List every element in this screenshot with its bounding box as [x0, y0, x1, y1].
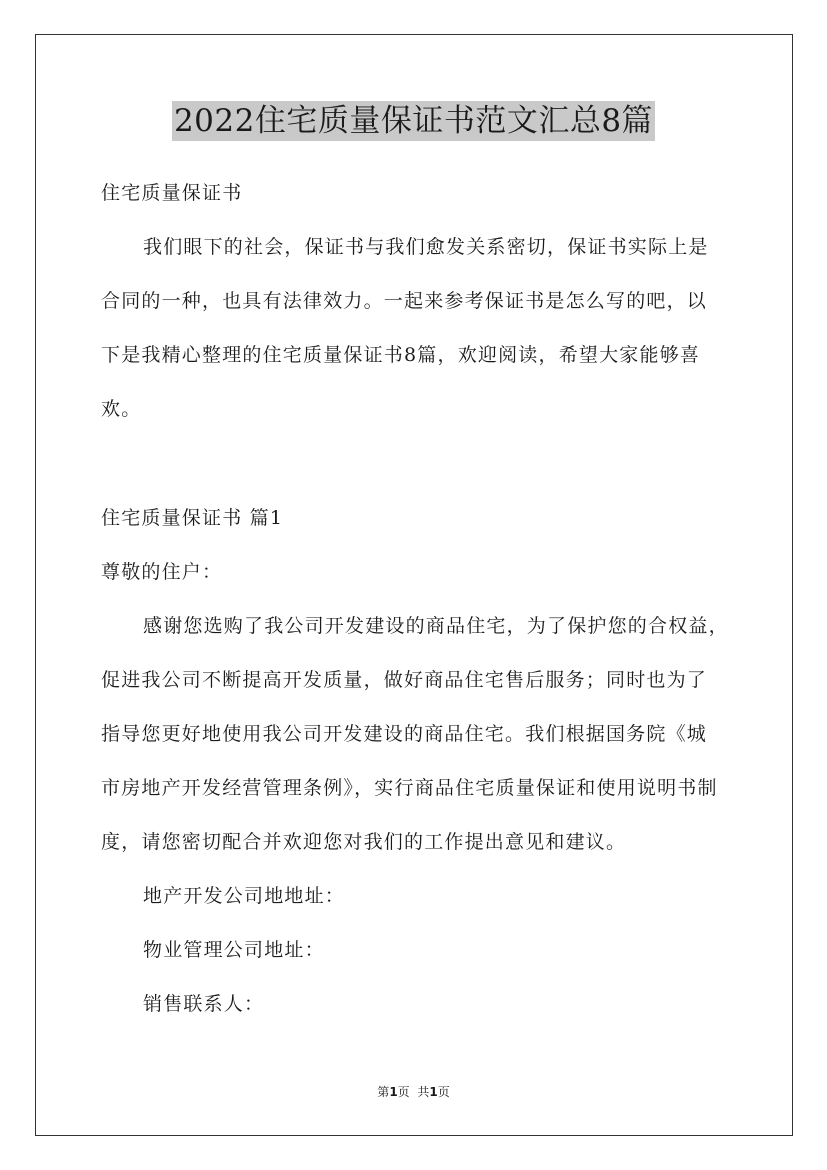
intro-line: 欢。: [101, 398, 142, 420]
field-developer-address: 地产开发公司地地址：: [143, 885, 346, 907]
title-container: [0, 101, 827, 141]
field-property-address: 物业管理公司地址：: [143, 939, 325, 961]
page-footer: [0, 1084, 827, 1100]
body-line: 促进我公司不断提高开发质量，做好商品住宅售后服务；同时也为了: [101, 669, 708, 691]
intro-line: 下是我精心整理的住宅质量保证书8篇，欢迎阅读，希望大家能够喜: [101, 344, 701, 366]
footer-page-number: 1: [389, 1085, 398, 1099]
intro-heading: 住宅质量保证书: [101, 182, 243, 204]
intro-line: 合同的一种，也具有法律效力。一起来参考保证书是怎么写的吧，以: [101, 290, 708, 312]
intro-line: 我们眼下的社会，保证书与我们愈发关系密切，保证书实际上是: [143, 236, 709, 258]
footer-separator: 共: [409, 1085, 430, 1099]
section-heading: 住宅质量保证书 篇1: [101, 507, 284, 529]
footer-prefix: 第: [377, 1085, 390, 1099]
document-title: 2022住宅质量保证书范文汇总8篇: [173, 103, 654, 139]
footer-total-suffix: 页: [437, 1085, 450, 1099]
field-sales-contact: 销售联系人：: [143, 993, 265, 1015]
body-line: 市房地产开发经营管理条例》，实行商品住宅质量保证和使用说明书制: [101, 777, 718, 799]
footer-page-suffix: 页: [397, 1085, 410, 1099]
footer-total-pages: 1: [429, 1085, 438, 1099]
body-line: 度，请您密切配合并欢迎您对我们的工作提出意见和建议。: [101, 831, 627, 853]
body-line: 感谢您选购了我公司开发建设的商品住宅，为了保护您的合权益，: [143, 615, 729, 637]
salutation: 尊敬的住户：: [101, 561, 223, 583]
body-line: 指导您更好地使用我公司开发建设的商品住宅。我们根据国务院《城: [101, 723, 708, 745]
